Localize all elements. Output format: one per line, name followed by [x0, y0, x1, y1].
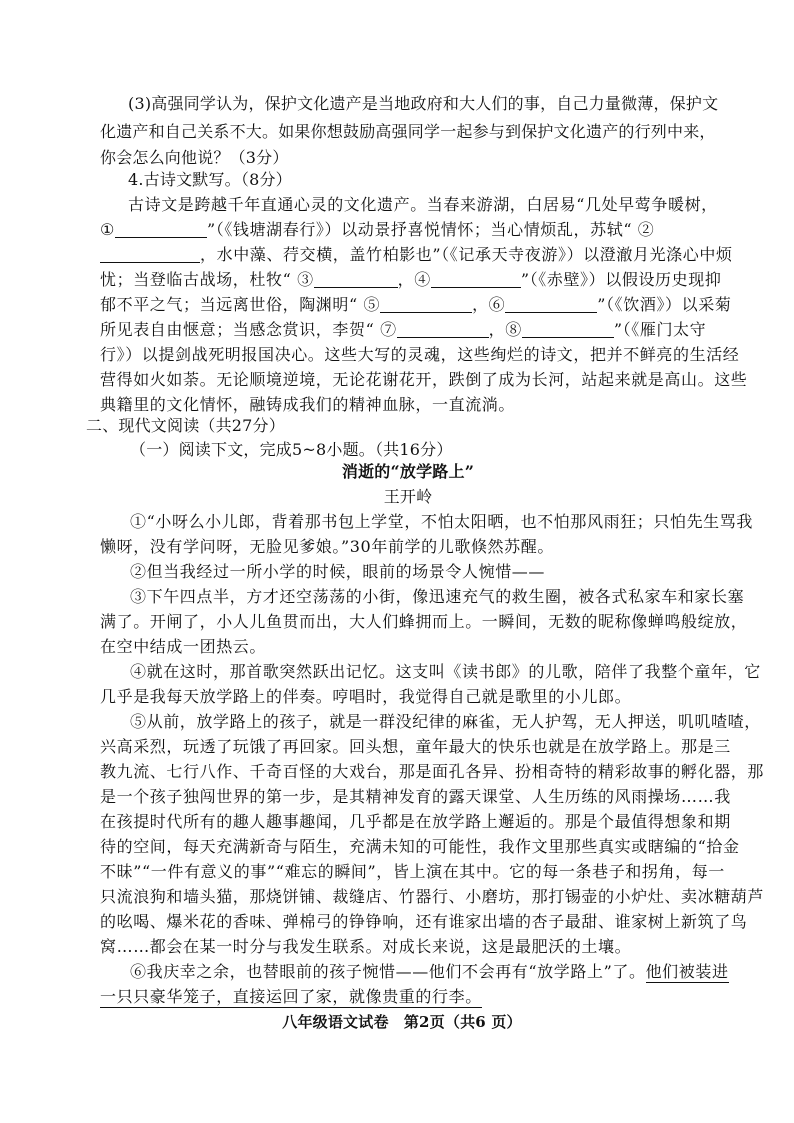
q4-line-6-text-b: ，⑧ — [488, 320, 522, 339]
q4-line-4-text-b: ，④ — [397, 270, 431, 289]
underlined-sentence-part-1: 他们被装进 — [645, 962, 729, 981]
q4-line-5 — [100, 293, 794, 317]
q4-line-9: 典籍里的文化情怀，融铸成我们的精神血脉，一直流淌。 — [100, 395, 516, 414]
q4-line-4 — [100, 268, 794, 292]
page-footer: 八年级语文试卷 第2页（共6 页） — [282, 1013, 522, 1031]
para-5-line-9: 的吆喝、爆米花的香味、弹棉弓的铮铮响，还有谁家出墙的杏子最甜、谁家树上新筑了鸟 — [100, 912, 748, 931]
para-2: ②但当我经过一所小学的时候，眼前的场景令人惋惜—— — [130, 562, 546, 581]
section-2-subheading: （一）阅读下文，完成5~8小题。（共16分） — [130, 440, 453, 459]
underlined-sentence-part-2: 一只只豪华笼子，直接运回了家，就像贵重的行李。 — [100, 987, 482, 1006]
q4-line-8: 营得如火如荼。无论顺境逆境，无论花谢花开，跌倒了成为长河，站起来就是高山。这些 — [100, 370, 748, 389]
q4-line-5-text-c: ”（《饮酒》）以采菊 — [597, 295, 732, 314]
para-3-line-2: 满了。开闸了，小人儿鱼贯而出，大人们蜂拥而上。一瞬间，无数的昵称像蝉鸣般绽放， — [100, 612, 748, 631]
q4-line-5-text-b: ，⑥ — [472, 295, 506, 314]
para-6-line-2 — [100, 985, 794, 1009]
para-5-line-6: 待的空间，每天充满新奇与陌生，充满未知的可能性，我作文里那些真实或瞎编的“拾金 — [100, 837, 740, 856]
answer-blank-1[interactable] — [115, 221, 207, 238]
para-5-line-7: 不昧”“一件有意义的事”“难忘的瞬间”，皆上演在其中。它的每一条巷子和拐角，每一 — [100, 862, 725, 881]
para-5-line-8: 只流浪狗和墙头猫，那烧饼铺、裁缝店、竹器行、小磨坊，那打锡壶的小炉灶、卖冰糖葫芦 — [100, 887, 765, 906]
article-title: 消逝的“放学路上” — [341, 462, 475, 481]
q4-line-1: 古诗文是跨越千年直通心灵的文化遗产。当春来游湖，白居易“几处早莺争暖树， — [128, 195, 718, 214]
q4-line-4-text-c: ”（《赤壁》）以假设历史现抑 — [520, 270, 722, 289]
para-5-line-2: 兴高采烈，玩透了玩饿了再回家。回头想，童年最大的快乐也就是在放学路上。那是三 — [100, 737, 731, 756]
para-5-line-10: 窝……都会在某一时分与我发生联系。对成长来说，这是最肥沃的土壤。 — [100, 937, 632, 956]
para-5-line-5: 在孩提时代所有的趣人趣事趣闻，几乎都是在放学路上邂逅的。那是个最值得想象和期 — [100, 812, 731, 831]
para-5-line-4: 是一个孩子独闯世界的第一步，是其精神发育的露天课堂、人生历练的风雨操场……我 — [100, 787, 731, 806]
answer-blank-3[interactable] — [314, 271, 398, 288]
q4-line-5-text-a: 郁不平之气；当远离世俗，陶渊明“ ⑤ — [100, 295, 381, 314]
q4-line-2-text: ”（《钱塘湖春行》）以动景抒喜悦情怀；当心情烦乱，苏轼“ ② — [206, 220, 655, 239]
q3-line-2: 化遗产和自己关系不大。如果你想鼓励高强同学一起参与到保护文化遗产的行列中来， — [100, 122, 716, 141]
q4-line-6-text-c: ”（《雁门太守 — [613, 320, 707, 339]
article-author: 王开岭 — [383, 487, 433, 506]
q3-line-1: (3)高强同学认为，保护文化遗产是当地政府和大人们的事，自己力量微薄，保护文 — [128, 94, 719, 113]
q4-line-6 — [100, 318, 794, 342]
q4-line-7: 行》）以提剑战死明报国决心。这些大写的灵魂，这些绚烂的诗文，把并不鲜亮的生活经 — [100, 345, 740, 364]
para-1-line-2: 懒呀，没有学问呀，无脸见爹娘。”30年前学的儿歌倏然苏醒。 — [100, 537, 554, 556]
para-6-line-1 — [130, 960, 794, 984]
q4-line-4-text-a: 忧；当登临古战场，杜牧“ ③ — [100, 270, 314, 289]
para-5-line-3: 教九流、七行八作、千奇百怪的大戏台，那是面孔各异、扮相奇特的精彩故事的孵化器，那 — [100, 762, 765, 781]
q4-line-6-text-a: 所见表自由惬意；当感念赏识，李贺“ ⑦ — [100, 320, 397, 339]
answer-blank-8[interactable] — [522, 321, 614, 338]
answer-blank-4[interactable] — [431, 271, 521, 288]
para-5-line-1: ⑤从前，放学路上的孩子，就是一群没纪律的麻雀，无人护驾，无人押送，叽叽喳喳， — [130, 712, 761, 731]
para-1-line-1: ①“小呀么小儿郎，背着那书包上学堂，不怕太阳晒，也不怕那风雨狂；只怕先生骂我 — [130, 512, 753, 531]
q4-line-3 — [100, 243, 794, 267]
q4-heading: 4.古诗文默写。（8分） — [128, 170, 292, 189]
q4-line-2 — [100, 218, 794, 242]
answer-blank-5[interactable] — [380, 296, 472, 313]
para-6-text: ⑥我庆幸之余，也替眼前的孩子惋惜——他们不会再有“放学路上”了。 — [130, 962, 646, 981]
para-4-line-2: 几乎是我每天放学路上的伴奏。哼唱时，我觉得自己就是歌里的小儿郎。 — [100, 687, 632, 706]
answer-blank-6[interactable] — [505, 296, 597, 313]
answer-blank-2[interactable] — [100, 246, 200, 263]
para-3-line-3: 在空中结成一团热云。 — [100, 637, 267, 656]
para-4-line-1: ④就在这时，那首歌突然跃出记忆。这支叫《读书郎》的儿歌，陪伴了我整个童年，它 — [130, 662, 761, 681]
q4-line-3-text: ，水中藻、荇交横，盖竹柏影也”（《记承天寺夜游》）以澄澈月光涤心中烦 — [200, 245, 733, 264]
q3-line-3: 你会怎么向他说？（3分） — [100, 148, 289, 167]
para-3-line-1: ③下午四点半，方才还空荡荡的小街，像迅速充气的救生圈，被各式私家车和家长塞 — [130, 587, 745, 606]
blank-marker-1: ① — [100, 220, 115, 239]
answer-blank-7[interactable] — [397, 321, 489, 338]
section-2-heading: 二、现代文阅读（共27分） — [86, 416, 285, 435]
